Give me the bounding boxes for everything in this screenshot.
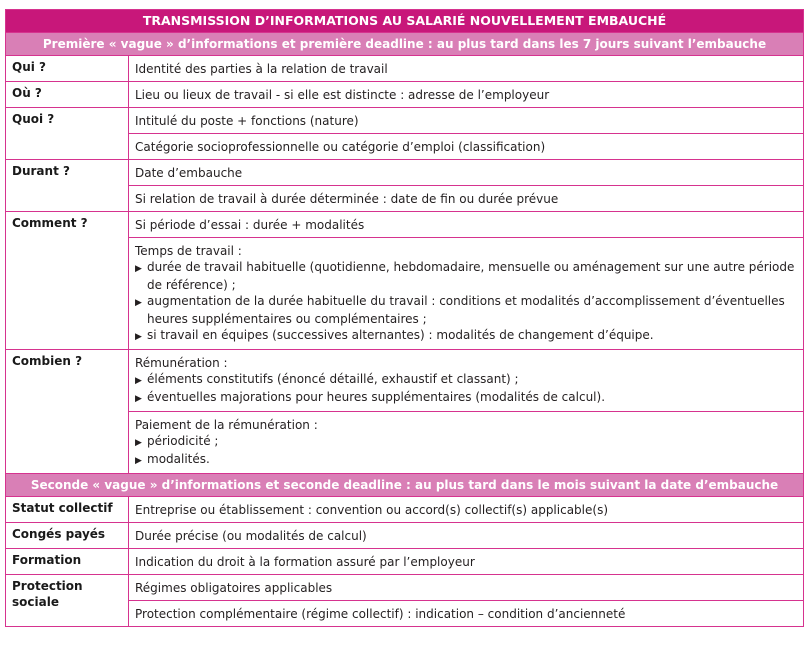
bullet-item bbox=[135, 389, 797, 407]
triangle-bullet-icon: ▶ bbox=[135, 376, 142, 386]
row-value-text: Si période d’essai : durée + modalités bbox=[135, 218, 365, 232]
bullet-text: durée de travail habituelle (quotidienne, hebdomadaire, mensuelle ou aménagement sur une autre période de référence) ; bbox=[147, 260, 795, 292]
row-value-text: Rémunération : bbox=[135, 356, 228, 370]
row-label: Formation bbox=[6, 549, 129, 575]
row-value bbox=[129, 238, 804, 350]
row-label: Statut collectif bbox=[6, 497, 129, 523]
bullet-text: si travail en équipes (successives alternantes) : modalités de changement d’équipe. bbox=[147, 328, 654, 342]
row-label: Comment ? bbox=[6, 212, 129, 350]
table-row bbox=[6, 549, 804, 575]
bullet-text: augmentation de la durée habituelle du travail : conditions et modalités d’accomplissement d’éventuelles heures supplémentaires ou complémentaires ; bbox=[147, 294, 785, 326]
row-label: Durant ? bbox=[6, 160, 129, 212]
triangle-bullet-icon: ▶ bbox=[135, 332, 142, 342]
row-value bbox=[129, 601, 804, 627]
row-value bbox=[129, 160, 804, 186]
table-row bbox=[6, 523, 804, 549]
row-value bbox=[129, 212, 804, 238]
row-value bbox=[129, 56, 804, 82]
row-value bbox=[129, 82, 804, 108]
table-row bbox=[6, 575, 804, 601]
row-value-text: Identité des parties à la relation de travail bbox=[135, 62, 388, 76]
row-value-text: Entreprise ou établissement : convention ou accord(s) collectif(s) applicable(s) bbox=[135, 503, 609, 517]
table-row bbox=[6, 497, 804, 523]
table-row bbox=[6, 212, 804, 238]
row-value-text: Protection complémentaire (régime collectif) : indication – condition d’ancienneté bbox=[135, 607, 626, 621]
row-value bbox=[129, 134, 804, 160]
triangle-bullet-icon: ▶ bbox=[135, 456, 142, 466]
row-value-text: Paiement de la rémunération : bbox=[135, 418, 318, 432]
section2-row bbox=[6, 474, 804, 497]
bullet-item bbox=[135, 433, 797, 451]
row-label: Combien ? bbox=[6, 350, 129, 474]
row-value-text: Intitulé du poste + fonctions (nature) bbox=[135, 114, 359, 128]
row-value bbox=[129, 497, 804, 523]
bullet-text: éventuelles majorations pour heures supplémentaires (modalités de calcul). bbox=[147, 390, 606, 404]
row-value bbox=[129, 412, 804, 474]
section1-heading: Première « vague » d’informations et première deadline : au plus tard dans les 7 jours suivant l’embauche bbox=[6, 33, 804, 56]
row-value bbox=[129, 186, 804, 212]
document-table-container bbox=[5, 9, 803, 627]
table-row bbox=[6, 56, 804, 82]
bullet-item bbox=[135, 327, 797, 345]
row-value-text: Si relation de travail à durée déterminée : date de fin ou durée prévue bbox=[135, 192, 559, 206]
section2-heading: Seconde « vague » d’informations et seconde deadline : au plus tard dans le mois suivant la date d’embauche bbox=[6, 474, 804, 497]
row-label: Qui ? bbox=[6, 56, 129, 82]
row-value bbox=[129, 350, 804, 412]
table-row bbox=[6, 108, 804, 134]
row-label: Congés payés bbox=[6, 523, 129, 549]
triangle-bullet-icon: ▶ bbox=[135, 394, 142, 404]
bullet-item bbox=[135, 259, 797, 293]
bullet-text: périodicité ; bbox=[147, 434, 219, 448]
section1-row bbox=[6, 33, 804, 56]
row-label: Quoi ? bbox=[6, 108, 129, 160]
bullet-text: éléments constitutifs (énoncé détaillé, exhaustif et classant) ; bbox=[147, 372, 519, 386]
row-label: Protection sociale bbox=[6, 575, 129, 627]
row-value bbox=[129, 108, 804, 134]
row-value bbox=[129, 523, 804, 549]
table-title: TRANSMISSION D’INFORMATIONS AU SALARIÉ NOUVELLEMENT EMBAUCHÉ bbox=[6, 10, 804, 33]
row-value bbox=[129, 575, 804, 601]
row-value-text: Date d’embauche bbox=[135, 166, 243, 180]
triangle-bullet-icon: ▶ bbox=[135, 264, 142, 274]
row-value-text: Durée précise (ou modalités de calcul) bbox=[135, 529, 367, 543]
bullet-text: modalités. bbox=[147, 452, 210, 466]
title-row bbox=[6, 10, 804, 33]
triangle-bullet-icon: ▶ bbox=[135, 298, 142, 308]
bullet-item bbox=[135, 293, 797, 327]
table-row bbox=[6, 160, 804, 186]
bullet-item bbox=[135, 451, 797, 469]
table-row bbox=[6, 350, 804, 412]
table-row bbox=[6, 82, 804, 108]
row-label: Où ? bbox=[6, 82, 129, 108]
row-value-text: Indication du droit à la formation assuré par l’employeur bbox=[135, 555, 475, 569]
row-value-text: Lieu ou lieux de travail - si elle est distincte : adresse de l’employeur bbox=[135, 88, 550, 102]
info-table-body bbox=[6, 10, 804, 627]
row-value bbox=[129, 549, 804, 575]
row-value-text: Régimes obligatoires applicables bbox=[135, 581, 333, 595]
bullet-item bbox=[135, 371, 797, 389]
row-value-text: Temps de travail : bbox=[135, 244, 242, 258]
info-table bbox=[5, 9, 804, 627]
triangle-bullet-icon: ▶ bbox=[135, 438, 142, 448]
row-value-text: Catégorie socioprofessionnelle ou catégorie d’emploi (classification) bbox=[135, 140, 546, 154]
